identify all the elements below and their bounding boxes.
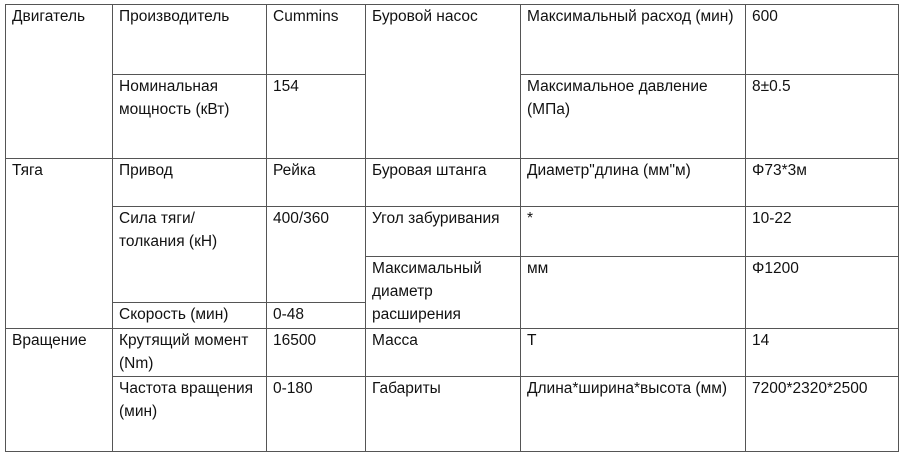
manufacturer-value: Cummins: [267, 5, 366, 75]
entry-angle-label: Угол забуривания: [366, 207, 521, 257]
drive-value: Рейка: [267, 159, 366, 207]
rotation-section-label: Вращение: [6, 329, 113, 452]
freq-value: 0-180: [267, 377, 366, 452]
torque-label: Крутящий момент (Nm): [113, 329, 267, 377]
power-label: Номинальная мощность (кВт): [113, 75, 267, 159]
reaming-param: мм: [521, 257, 746, 329]
dimensions-param: Длина*ширина*высота (мм): [521, 377, 746, 452]
drill-rod-param: Диаметр"длина (мм"м): [521, 159, 746, 207]
thrust-section-label: Тяга: [6, 159, 113, 329]
manufacturer-label: Производитель: [113, 5, 267, 75]
entry-angle-param: *: [521, 207, 746, 257]
max-pressure-label: Максимальное давление (МПа): [521, 75, 746, 159]
power-value: 154: [267, 75, 366, 159]
drill-pump-section-label: Буровой насос: [366, 5, 521, 159]
max-flow-label: Максимальный расход (мин): [521, 5, 746, 75]
mass-value: 14: [746, 329, 899, 377]
drill-rod-label: Буровая штанга: [366, 159, 521, 207]
speed-value: 0-48: [267, 303, 366, 329]
drill-rod-value: Φ73*3м: [746, 159, 899, 207]
force-value: 400/360: [267, 207, 366, 303]
entry-angle-value: 10-22: [746, 207, 899, 257]
force-label: Сила тяги/толкания (кН): [113, 207, 267, 303]
max-flow-value: 600: [746, 5, 899, 75]
reaming-value: Φ1200: [746, 257, 899, 329]
freq-label: Частота вращения (мин): [113, 377, 267, 452]
speed-label: Скорость (мин): [113, 303, 267, 329]
mass-param: Т: [521, 329, 746, 377]
reaming-label: Максимальный диаметр расширения: [366, 257, 521, 329]
dimensions-label: Габариты: [366, 377, 521, 452]
torque-value: 16500: [267, 329, 366, 377]
max-pressure-value: 8±0.5: [746, 75, 899, 159]
engine-section-label: Двигатель: [6, 5, 113, 159]
drive-label: Привод: [113, 159, 267, 207]
spec-table: [5, 4, 899, 452]
mass-label: Масса: [366, 329, 521, 377]
dimensions-value: 7200*2320*2500: [746, 377, 899, 452]
